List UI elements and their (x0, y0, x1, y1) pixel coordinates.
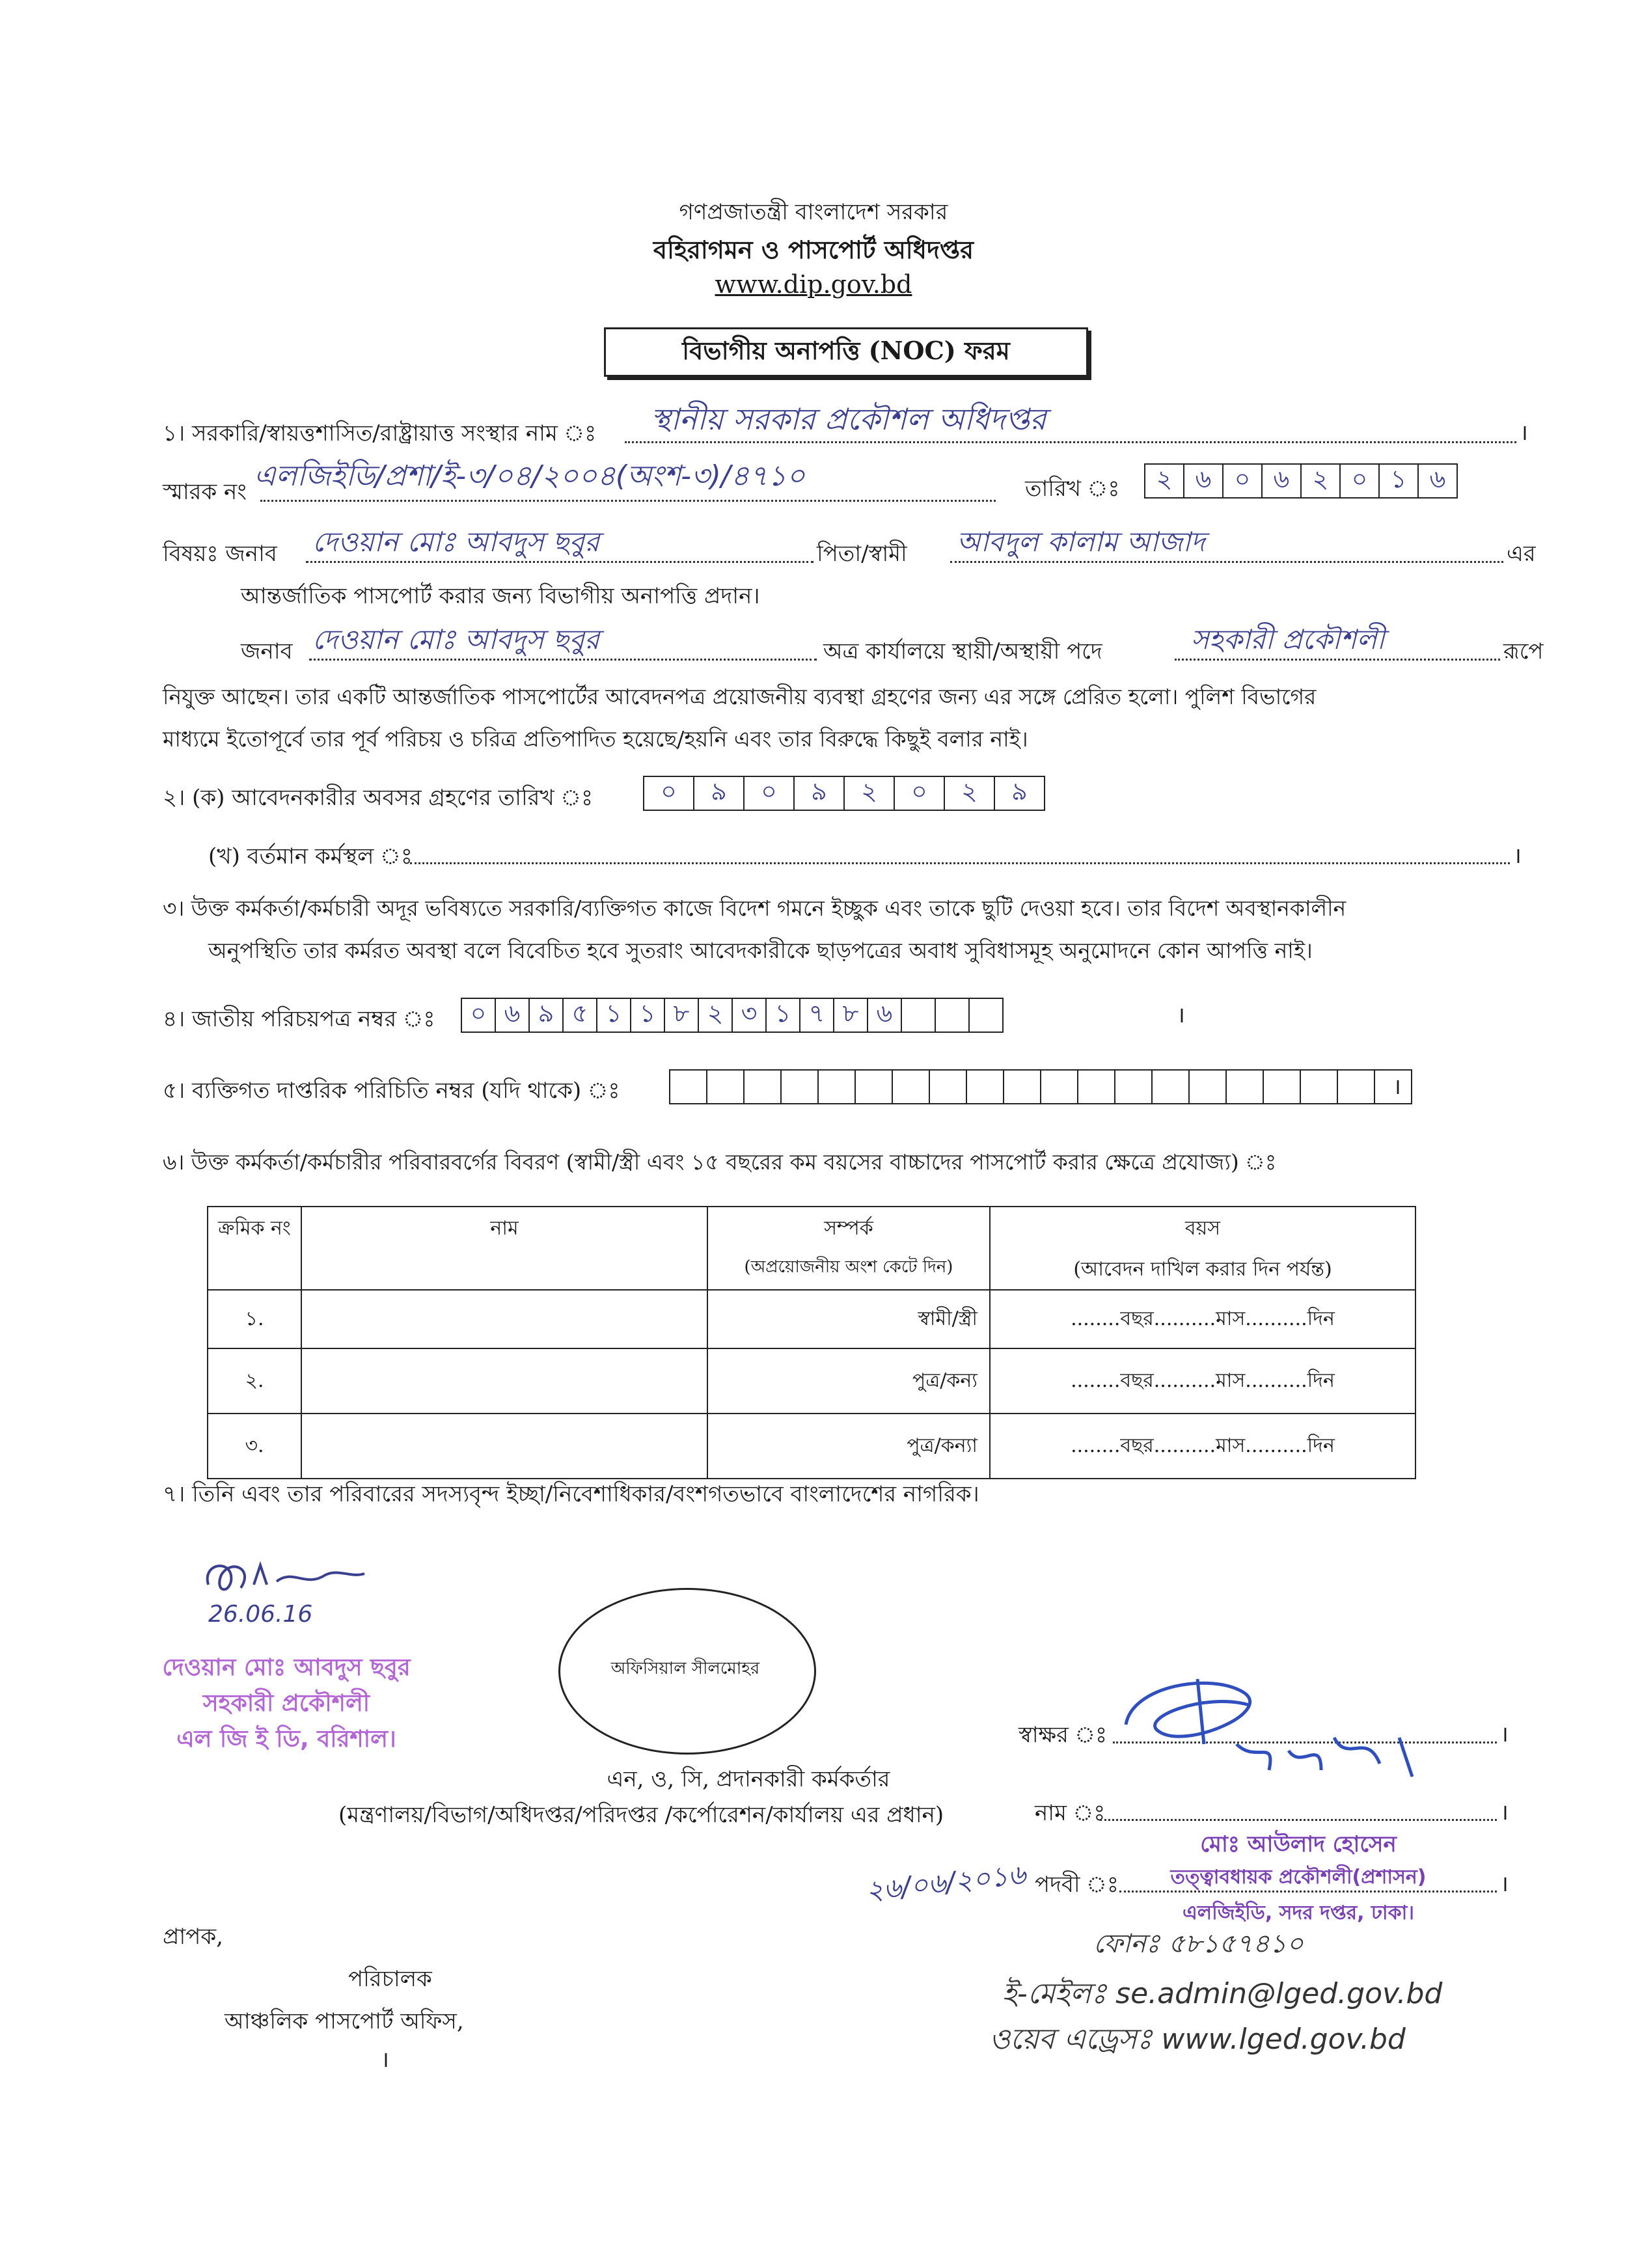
item3-line2: অনুপস্থিতি তার কর্মরত অবস্থা বলে বিবেচিত হবে সুতরাং আবেদকারীকে ছাড়পত্রের অবাধ সুবিধাসমূহ অনুমোদনে কোন আপত্তি নাই। (208, 938, 1313, 963)
subject-line2: আন্তর্জাতিক পাসপোর্ট করার জন্য বিভাগীয় অনাপত্তি প্রদান। (241, 583, 760, 609)
digit-box[interactable] (1077, 1069, 1115, 1104)
table-row (208, 1348, 1415, 1414)
end-mark: । (1393, 1074, 1401, 1100)
para-line3: মাধ্যমে ইতোপূর্বে তার পূর্ব পরিচয় ও চরিত্র প্রতিপাদিত হয়েছে/হয়নি এবং তার বিরুদ্ধে কিছুই বলার নাই। (163, 726, 1028, 752)
digit-box[interactable]: ২ (843, 776, 895, 811)
digit-box[interactable]: ৯ (528, 998, 564, 1033)
father-value[interactable]: আবদুল কালাম আজাদ (957, 526, 1205, 558)
digit-box[interactable]: ২ (1300, 463, 1341, 499)
citizenship-statement: ৭। তিনি এবং তার পরিবারের সদস্যবৃন্দ ইচ্ছা/নিবেশাধিকার/বংশগতভাবে বাংলাদেশের নাগরিক। (163, 1481, 979, 1507)
digit-box[interactable] (892, 1069, 930, 1104)
digit-box[interactable]: ১ (1378, 463, 1419, 499)
name-header: নাম (301, 1207, 707, 1290)
digit-box[interactable] (1300, 1069, 1338, 1104)
row-age[interactable]: ........বছর..........মাস..........দিন (990, 1290, 1415, 1348)
digit-box[interactable]: ০ (743, 776, 795, 811)
digit-box[interactable]: ৮ (833, 998, 868, 1033)
end-mark: । (1177, 1002, 1185, 1028)
digit-box[interactable]: ১ (596, 998, 631, 1033)
digit-box[interactable] (1337, 1069, 1375, 1104)
end-mark: । (1500, 1799, 1509, 1825)
digit-box[interactable] (966, 1069, 1004, 1104)
digit-box[interactable]: ১ (630, 998, 665, 1033)
name-stamp: মোঃ আউলাদ হোসেন (1200, 1831, 1397, 1857)
digit-box[interactable] (1151, 1069, 1190, 1104)
left-signature-icon (195, 1555, 377, 1601)
issuer-email[interactable]: ই-মেইলঃ se.admin@lged.gov.bd (1002, 1977, 1443, 2010)
digit-box[interactable] (901, 998, 936, 1033)
digit-box[interactable]: ৯ (693, 776, 745, 811)
digit-box[interactable] (1263, 1069, 1301, 1104)
end-mark: । (1513, 843, 1522, 869)
recipient-line3: আঞ্চলিক পাসপোর্ট অফিস, (225, 2008, 464, 2034)
left-stamp-line3: এল জি ই ডি, বরিশাল। (176, 1726, 396, 1753)
website-link[interactable]: www.dip.gov.bd (715, 270, 912, 299)
issuer-hand-date: ২৬/০৬/২০১৬ (864, 1858, 1028, 1907)
end-mark: । (1520, 420, 1528, 446)
government-name: গণপ্রজাতন্ত্রী বাংলাদেশ সরকার (679, 199, 948, 225)
para-name-value[interactable]: দেওয়ান মোঃ আবদুস ছবুর (312, 623, 600, 655)
post-label: পদবী ঃ (1035, 1872, 1119, 1898)
table-row (208, 1290, 1415, 1348)
department-name: বহিরাগমন ও পাসপোর্ট অধিদপ্তর (653, 235, 974, 264)
digit-box[interactable] (855, 1069, 893, 1104)
workplace-label: (খ) বর্তমান কর্মস্থল ঃ (208, 843, 413, 869)
digit-box[interactable]: ০ (643, 776, 694, 811)
digit-box[interactable] (669, 1069, 707, 1104)
row-name-cell[interactable] (301, 1290, 707, 1348)
digit-box[interactable]: ১ (765, 998, 800, 1033)
end-mark: । (1500, 1721, 1509, 1747)
left-stamp-line2: সহকারী প্রকৌশলী (202, 1690, 370, 1717)
memo-value[interactable]: এলজিইডি/প্রশা/ই-৩/০৪/২০০৪(অংশ-৩)/৪৭১০ (254, 459, 805, 493)
recipient-line4: । (381, 2047, 389, 2073)
para-post-value[interactable]: সহকারী প্রকৌশলী (1191, 623, 1385, 655)
row-relation: পুত্র/কন্য (707, 1348, 990, 1414)
digit-box[interactable] (706, 1069, 745, 1104)
relation-header-note: (অপ্রয়োজনীয় অংশ কেটে দিন) (744, 1257, 953, 1277)
row-serial: ৩. (208, 1414, 301, 1479)
row-name-cell[interactable] (301, 1348, 707, 1414)
nid-boxes[interactable] (462, 998, 1004, 1033)
digit-box[interactable]: ০ (1222, 463, 1263, 499)
memo-date-boxes[interactable] (1145, 463, 1458, 499)
digit-box[interactable] (1003, 1069, 1041, 1104)
recipient-line2: পরিচালক (348, 1966, 432, 1992)
digit-box[interactable] (929, 1069, 967, 1104)
digit-box[interactable]: ৩ (731, 998, 767, 1033)
nid-label: ৪। জাতীয় পরিচয়পত্র নম্বর ঃ (163, 1006, 435, 1032)
digit-box[interactable]: ৫ (562, 998, 597, 1033)
retire-date-boxes[interactable] (644, 776, 1045, 811)
memo-label: স্মারক নং (163, 479, 247, 505)
digit-box[interactable] (743, 1069, 782, 1104)
item3-line1: ৩। উক্ত কর্মকর্তা/কর্মচারী অদূর ভবিষ্যতে সরকারি/ব্যক্তিগত কাজে বিদেশ গমনে ইচ্ছুক এবং তাকে ছুটি দেওয়া হবে। তার বিদেশ অবস্থানকালীন (163, 895, 1347, 921)
family-table (207, 1206, 1416, 1479)
subject-name-value[interactable]: দেওয়ান মোঃ আবদুস ছবুর (312, 526, 600, 558)
sign-label: স্বাক্ষর ঃ (1019, 1722, 1108, 1748)
subject-suffix: এর (1507, 541, 1536, 567)
digit-box[interactable]: ৯ (994, 776, 1045, 811)
row-name-cell[interactable] (301, 1414, 707, 1479)
relation-header-title: সম্পর্ক (824, 1217, 873, 1240)
para-mid: অত্র কার্যালয়ে স্থায়ী/অস্থায়ী পদে (823, 638, 1102, 664)
father-label: পিতা/স্বামী (817, 541, 907, 567)
digit-box[interactable]: ৭ (799, 998, 834, 1033)
form-title: বিভাগীয় অনাপত্তি (NOC) ফরম (604, 327, 1088, 377)
retire-label: ২। (ক) আবেদনকারীর অবসর গ্রহণের তারিখ ঃ (163, 785, 594, 811)
relation-header (707, 1207, 990, 1290)
digit-box[interactable] (817, 1069, 856, 1104)
issuer-line1: এন, ও, সি, প্রদানকারী কর্মকর্তার (607, 1766, 890, 1792)
digit-box[interactable]: ৬ (1183, 463, 1224, 499)
serial-header: ক্রমিক নং (208, 1207, 301, 1290)
digit-box[interactable]: ৮ (664, 998, 699, 1033)
digit-box[interactable]: ৯ (793, 776, 845, 811)
age-header-note: (আবেদন দাখিল করার দিন পর্যন্ত) (1073, 1258, 1332, 1281)
row-serial: ১. (208, 1290, 301, 1348)
end-mark: । (1500, 1871, 1509, 1897)
org-name-value[interactable]: স্থানীয় সরকার প্রকৌশল অধিদপ্তর (651, 402, 1046, 437)
workplace-line[interactable] (410, 862, 1510, 864)
digit-box[interactable]: ০ (1339, 463, 1380, 499)
digit-box[interactable]: ৬ (495, 998, 530, 1033)
para-prefix: জনাব (241, 638, 293, 664)
digit-box[interactable]: ৬ (1261, 463, 1302, 499)
subject-label: বিষয়ঃ জনাব (163, 541, 277, 567)
row-serial: ২. (208, 1348, 301, 1414)
row-age[interactable]: ........বছর..........মাস..........দিন (990, 1348, 1415, 1414)
digit-box[interactable] (968, 998, 1004, 1033)
age-header (990, 1207, 1415, 1290)
table-row (208, 1414, 1415, 1479)
personal-id-label: ৫। ব্যক্তিগত দাপ্তরিক পরিচিতি নম্বর (যদি থাকে) ঃ (163, 1078, 620, 1104)
recipient-line1: প্রাপক, (163, 1924, 223, 1950)
name-label: নাম ঃ (1035, 1800, 1106, 1826)
digit-box[interactable] (1040, 1069, 1078, 1104)
post-stamp: তত্ত্বাবধায়ক প্রকৌশলী(প্রশাসন) (1170, 1866, 1427, 1889)
age-header-title: বয়স (1184, 1217, 1221, 1240)
para-line2: নিযুক্ত আছেন। তার একটি আন্তর্জাতিক পাসপোর্টের আবেদনপত্র প্রয়োজনীয় ব্যবস্থা গ্রহণের জন্য এর সঙ্গে প্রেরিত হলো। পুলিশ বিভাগের (163, 684, 1317, 709)
digit-box[interactable]: ০ (461, 998, 496, 1033)
row-relation: স্বামী/স্ত্রী (707, 1290, 990, 1348)
official-seal-label: অফিসিয়াল সীলমোহর (610, 1659, 760, 1678)
digit-box[interactable] (1114, 1069, 1153, 1104)
family-label: ৬। উক্ত কর্মকর্তা/কর্মচারীর পরিবারবর্গের বিবরণ (স্বামী/স্ত্রী এবং ১৫ বছরের কম বয়সের বাচ্চাদের পাসপোর্ট করার ক্ষেত্রে প্রযোজ্য) ঃ (163, 1149, 1277, 1175)
left-stamp-line1: দেওয়ান মোঃ আবদুস ছবুর (162, 1654, 411, 1681)
digit-box[interactable]: ৬ (1417, 463, 1458, 499)
digit-box[interactable]: ৬ (867, 998, 902, 1033)
org-name-label: ১। সরকারি/স্বায়ত্তশাসিত/রাষ্ট্রায়াত্ত সংস্থার নাম ঃ (163, 420, 597, 446)
memo-date-label: তারিখ ঃ (1025, 476, 1120, 502)
issuer-line2: (মন্ত্রণালয়/বিভাগ/অধিদপ্তর/পরিদপ্তর /কর্পোরেশন/কার্যালয় এর প্রধান) (338, 1802, 944, 1828)
digit-box[interactable] (780, 1069, 819, 1104)
left-sign-date: 26.06.16 (208, 1601, 313, 1628)
digit-box[interactable]: ২ (944, 776, 995, 811)
personal-id-boxes[interactable] (670, 1069, 1412, 1104)
office-stamp: এলজিইডি, সদর দপ্তর, ঢাকা। (1182, 1902, 1415, 1924)
digit-box[interactable] (1188, 1069, 1227, 1104)
issuer-phone: ফোনঃ ৫৮১৫৭৪১০ (1093, 1929, 1304, 1959)
para-suffix: রূপে (1503, 638, 1544, 664)
digit-box[interactable]: ২ (1144, 463, 1184, 499)
digit-box[interactable]: ০ (894, 776, 945, 811)
issuer-signature-icon (1106, 1666, 1445, 1796)
row-age[interactable]: ........বছর..........মাস..........দিন (990, 1414, 1415, 1479)
name-line[interactable] (1100, 1819, 1497, 1821)
table-header-row (208, 1207, 1415, 1290)
row-relation: পুত্র/কন্যা (707, 1414, 990, 1479)
digit-box[interactable] (1225, 1069, 1264, 1104)
digit-box[interactable] (935, 998, 970, 1033)
issuer-web[interactable]: ওয়েব এড্রেসঃ www.lged.gov.bd (989, 2023, 1406, 2056)
digit-box[interactable]: ২ (698, 998, 733, 1033)
